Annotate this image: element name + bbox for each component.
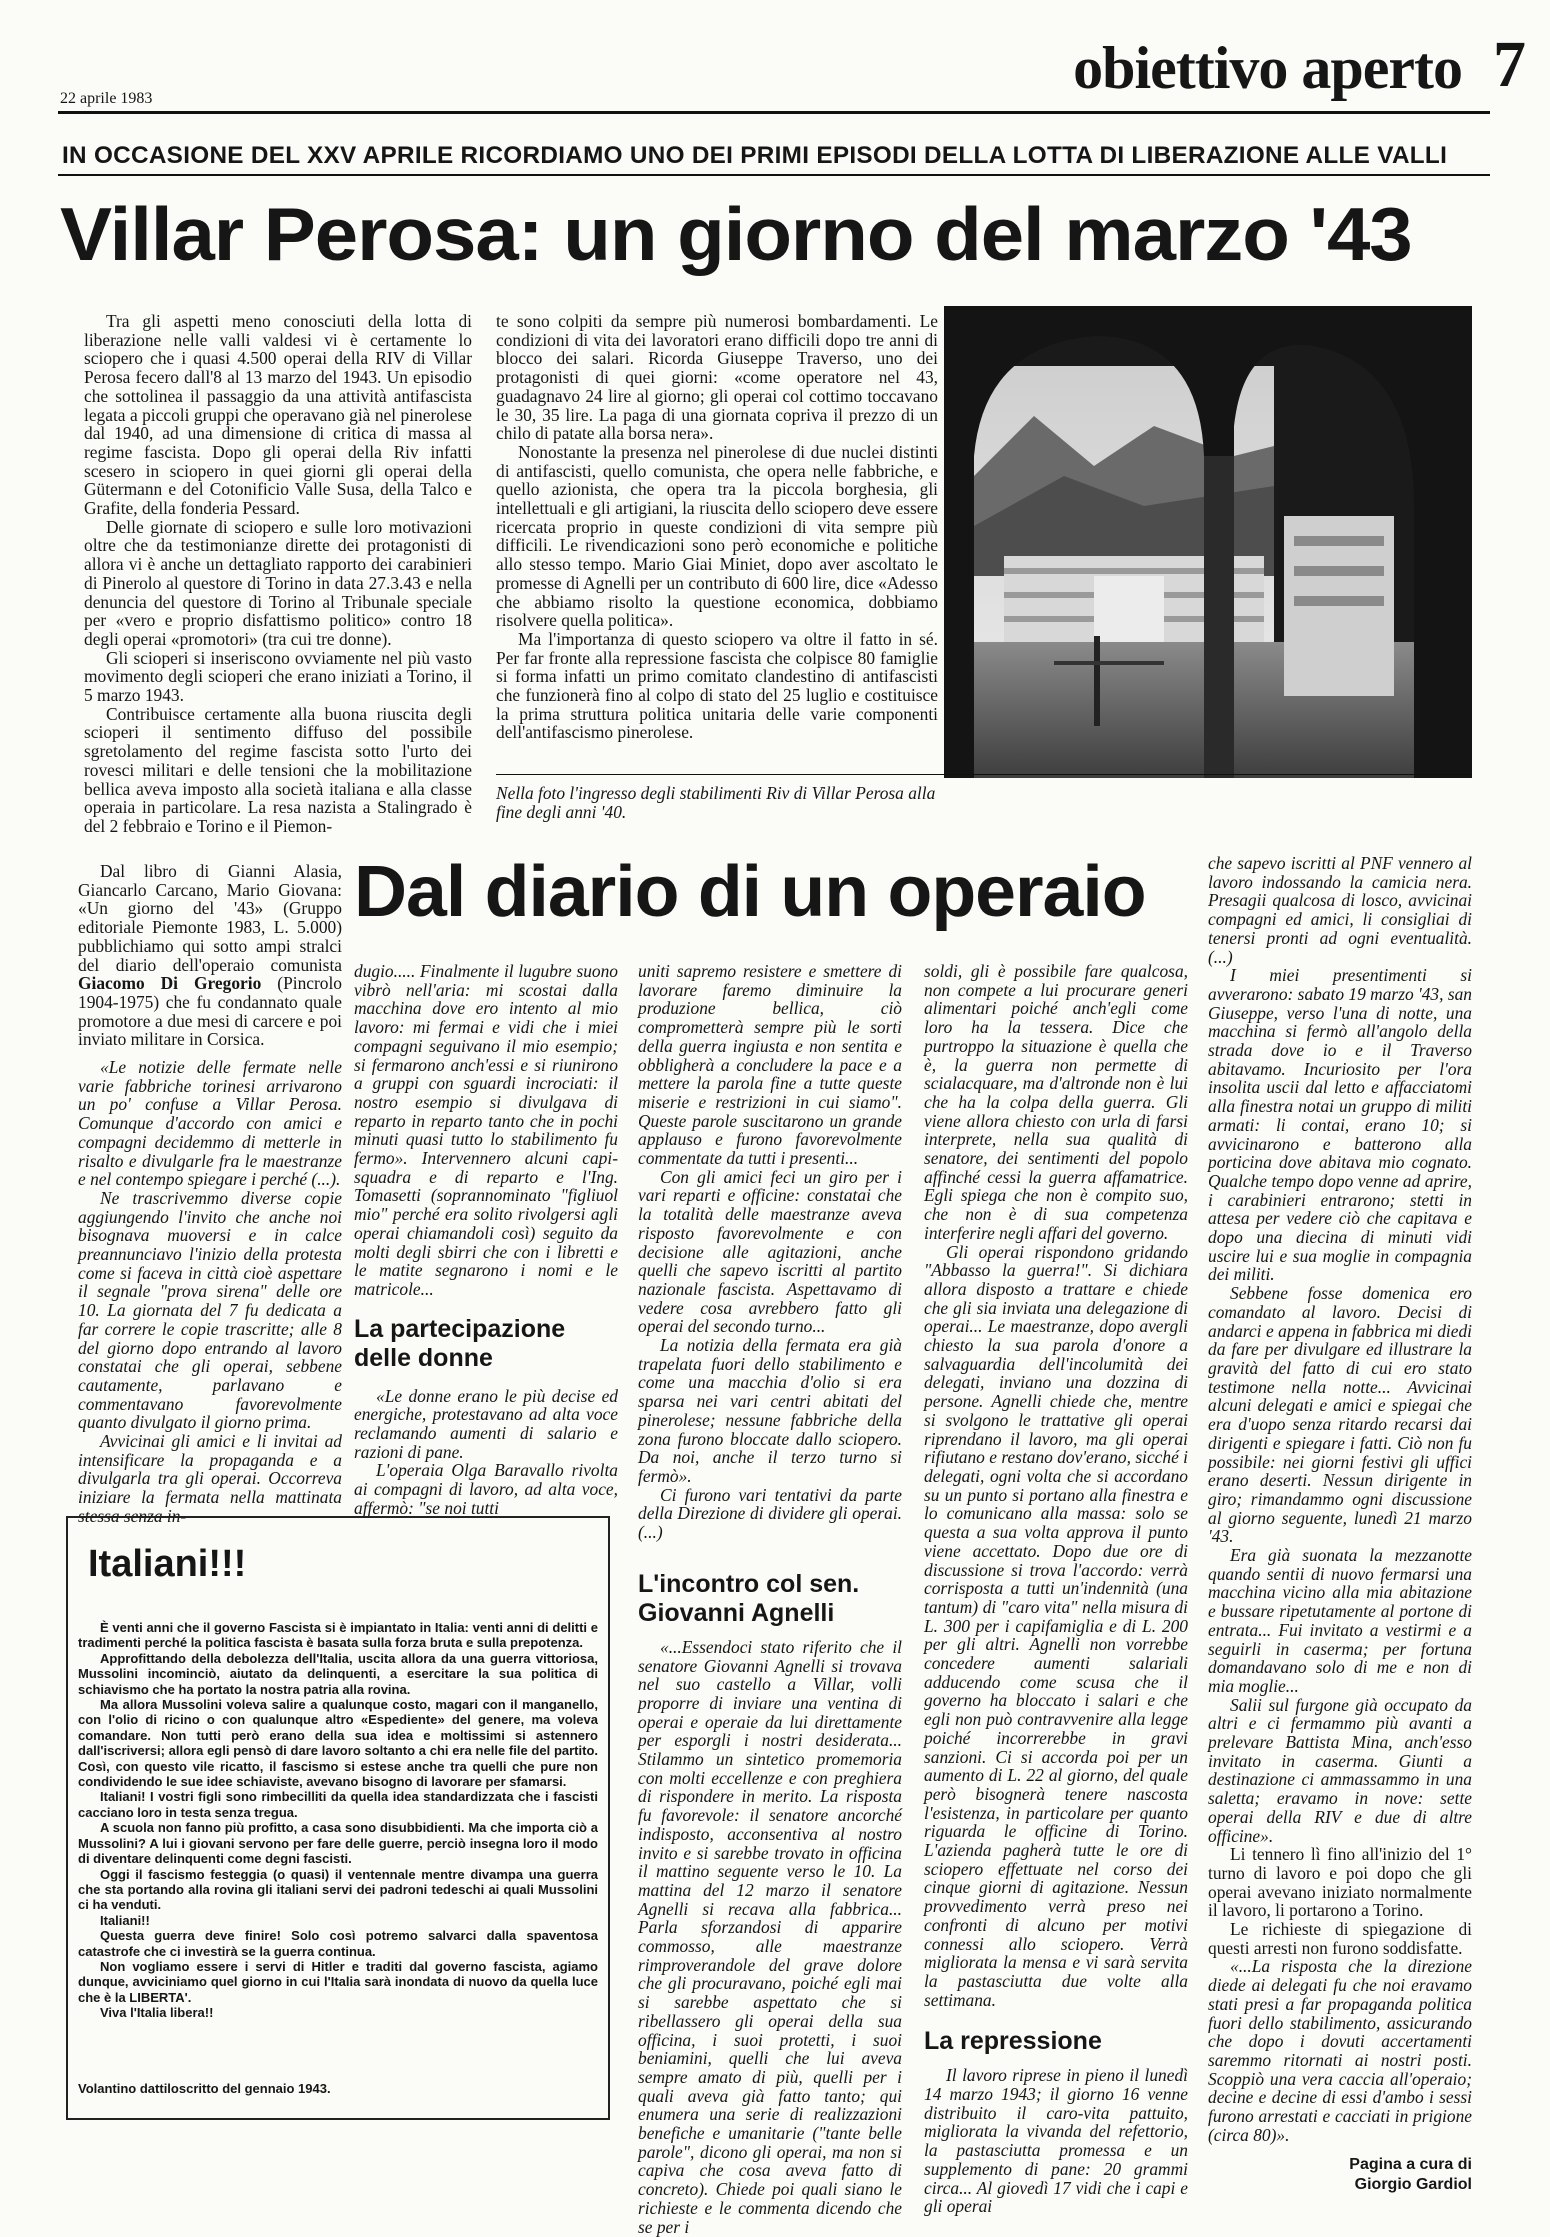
- diary-paragraph: Ci furono vari tentativi da parte della Direzione di dividere gli operai. (...): [638, 1484, 902, 1543]
- diary-col1: [78, 1058, 342, 1526]
- diary-paragraph: Gli operai rispondono gridando "Abbasso la guerra!". Si dichiara allora disposto a trattare e chiede che gli sia inviata una delegazione di operai... Le maestranze, dopo avergli chiesto la sua parola d'onore a salvaguardia dell'incolumità dei delegati, inviano una dozzina di persone. Agnelli chiede che, mentre si svolgono le trattative gli operai riprendano il lavoro, ma gli operai rifiutano e restano dov'erano, sicché i delegati, ogni volta che si accordano su un punto si portano alla finestra e lo comunicano alla massa: solo se questa a sua volta approva il punto viene accettato. Dopo due ore di discussione si trova l'accordo: verrà corrisposta a tutti un'indennità (una tantum) di "caro vita" nella misura di L. 300 per i capifamiglia e di L. 200 per gli altri. Agnelli non vorrebbe concedere aumenti salariali adducendo come scusa che il governo ha bloccato i salari e che egli non può contravvenire alla legge poiché incorrerebbe in gravi sanzioni. Ci si accorda poi per un aumento di L. 22 al giorno, del quale però bisognerà tenere nascosta l'esistenza, in particolare per quanto riguarda le officine di Torino. L'azienda pagherà tutte le ore di sciopero effettuate nel corso dei cinque giorni di agitazione. Nessun provvedimento verrà preso nei confronti di alcuno per motivi connessi allo sciopero. Verrà migliorata la mensa e vi sarà servita la pastasciutta due volte alla settimana.: [924, 1241, 1188, 2010]
- leaflet-paragraph: Questa guerra deve finire! Solo così potremo salvarci dalla spaventosa catastrofe che ci investirà se la guerra continua.: [78, 1928, 598, 1959]
- credit-label: Pagina a cura di: [1349, 2155, 1472, 2173]
- diary-paragraph: «...La risposta che la direzione diede ai delegati fu che noi eravamo stati presi a far propaganda politica fuori dello stabilimento, assicurando che dopo i dovuti accertamenti saremmo ritornati ai nostri posti. Scoppiò una vera caccia all'operaio; decine e decine di essi d'ambo i sessi furono arrestati e cacciati in prigione (circa 80)».: [1208, 1956, 1472, 2145]
- diary-paragraph: Era già suonata la mezzanotte quando sentii di nuovo fermarsi una macchina vicino alla mia abitazione e bussare ripetutamente al portone di entrata... Fui invitato a vestirmi e a seguirli in caserma; per fortuna domandavano solo di me e non di mia moglie...: [1208, 1545, 1472, 1696]
- diary-paragraph: Sebbene fosse domenica ero comandato al lavoro. Decisi di andarci e appena in fabbrica mi diedi da fare per divulgare ed illustrare la gravità del fatto di cui ero stato testimone nella notte... Avvicinai alcuni delegati e amici e spiegai che era d'uopo senza ritardo recarsi dai dirigenti e spiegare i fatti. Ciò non fu possibile: nei giorni festivi gli uffici erano deserti. Nessun dirigente in giro; rimandammo ogni discussione al giorno seguente, lunedì 21 marzo '43.: [1208, 1283, 1472, 1547]
- diary-paragraph: Ne trascrivemmo diverse copie aggiungendo l'invito che anche noi bisognava muoversi e in calce preannunciavo l'inizio della protesta come si faceva in città cioè aspettare il segnale "prova sirena" delle ore 10. La giornata del 7 fu dedicata a far correre le copie trascritte; alle 8 del giorno dopo entrando al lavoro constatai che gli operai, sebbene cautamente, parlavano e commentavano favorevolmente quanto divulgato il giorno prima.: [78, 1187, 342, 1433]
- diary-col5: [1208, 854, 1472, 2195]
- masthead-date: 22 aprile 1983: [60, 90, 153, 107]
- leaflet-paragraph: Ma allora Mussolini voleva salire a qualunque costo, magari con il manganello, con l'olio di ricino o con qualunque altro «Espediente» del genere, ma voleva comandare. Non tutti però erano della sua idea e moltissimi si astennero dall'iscriversi; allora egli pensò di dare lavoro soltanto a chi era nelle file del partito. Così, con questo vile ricatto, il fascismo si estese anche tra quelli che pure non condividendo le sue idee schiaviste, avevano bisogno di lavorare per sfamarsi.: [78, 1697, 598, 1790]
- diary-paragraph: La notizia della fermata era già trapelata fuori dello stabilimento e come una macchia d'olio si era sparsa nei vari centri abitati del pinerolese; nessune fabbriche della zona furono bloccate dallo sciopero. Da noi, anche il terzo turno si fermò».: [638, 1335, 902, 1486]
- leaflet-paragraph: Italiani! I vostri figli sono rimbecilliti da quella idea standardizzata che i fascisti cacciano loro in testa senza tregua.: [78, 1789, 598, 1820]
- leaflet-paragraph: Approfittando della debolezza dell'Italia, uscita allora da una guerra vittoriosa, Mussolini incominciò, aiutato da delinquenti, a esercitare la sua politica di schiavismo che ha portato la nostra patria alla rovina.: [78, 1650, 598, 1697]
- diary-paragraph: uniti sapremo resistere e smettere di lavorare faremo diminuire la produzione bellica, ciò comprometterà sempre più le sorti della guerra ingiusta e non sentita e obbligherà a concludere la pace e a mettere la parola fine a tutte queste miserie e restrizioni in cui siamo". Queste parole suscitarono un grande applauso e furono favorevolmente commentate da tutti i presenti...: [638, 961, 902, 1169]
- subheading-women: La partecipazione delle donne: [354, 1314, 566, 1372]
- diary-paragraph: Con gli amici feci un giro per i vari reparti e officine: constatai che la totalità delle maestranze aveva risposto favorevolmente e con decisione alle agitazioni, anche quelli che sapevo iscritti al partito nazionale fascista. Aspettavamo di vedere cosa avrebbero fatto gli operai del secondo turno...: [638, 1166, 902, 1337]
- diary-col4: [924, 962, 1188, 2216]
- leaflet-paragraph: Non vogliamo essere i servi di Hitler e traditi dal governo fascista, agiamo dunque, avviciniamo quel giorno in cui l'Italia sarà inondata di nuovo da quella luce che è la LIBERTA'.: [78, 1958, 598, 2005]
- leaflet-paragraph: Italiani!!: [100, 1912, 150, 1928]
- diary-paragraph: Li tennero lì fino all'inizio del 1° turno di lavoro e poi dopo che gli operai avevano iniziato normalmente il lavoro, li portarono a Torino.: [1208, 1844, 1472, 1921]
- article2-title: Dal diario di un operaio: [354, 852, 1146, 932]
- article1-paragraph: Delle giornate di sciopero e sulle loro motivazioni oltre che da testimonianze dirette dei protagonisti di allora vi è anche un dettagliato rapporto dei carabinieri di Pinerolo al questore di Torino in data 27.3.43 e nella denuncia del questore di Torino al Tribunale speciale per «vero e proprio disfattismo politico» contro 18 degli operai «promotori» (tra cui tre donne).: [84, 516, 472, 649]
- kicker: IN OCCASIONE DEL XXV APRILE RICORDIAMO UNO DEI PRIMI EPISODI DELLA LOTTA DI LIBERAZIONE ALLE VALLI: [62, 142, 1448, 169]
- diary-paragraph: soldi, gli è possibile fare qualcosa, non compete a lui procurare generi alimentari poiché anch'egli come loro ha la tessera. Dice che purtroppo la situazione è quella che è, la guerra non permette di scialacquare, ma d'altronde non è lui che ha la colpa della guerra. Gli viene allora chiesto con urla di farsi interprete, nella sua qualità di senatore, dei sentimenti del popolo affinché cessi la guerra affamatrice. Egli spiega che non è compito suo, che non è di sua competenza interferire negli affari del governo.: [924, 961, 1188, 1243]
- page-credit: [1208, 2155, 1472, 2195]
- caption-rule: [496, 774, 1472, 775]
- masthead-rule: [58, 111, 1490, 114]
- leaflet-paragraph: È venti anni che il governo Fascista si è impiantato in Italia: venti anni di delitti e tradimenti perché la politica fascista è basata sulla forza bruta e sulla prepotenza.: [78, 1620, 598, 1651]
- leaflet-title: Italiani!!!: [88, 1543, 247, 1585]
- factory-entrance-photo: [944, 306, 1472, 778]
- diary-paragraph: Salii sul furgone già occupato da altri e ci fermammo più avanti a prelevare Battista Mina, anch'esso invitato in caserma. Giunti a destinazione ci ammassammo in una saletta; eravamo in nove: sette operai della RIV e due di altre officine».: [1208, 1694, 1472, 1846]
- headline: Villar Perosa: un giorno del marzo '43: [60, 192, 1412, 276]
- credit-author: Giorgio Gardiol: [1354, 2175, 1472, 2193]
- leaflet-paragraph: A scuola non fanno più profitto, a casa sono disubbidienti. Ma che importa ciò a Mussolini? A lui i giovani servono per fare delle guerre, perciò insegna loro il modo di diventare delinquenti come degni fascisti.: [78, 1820, 598, 1867]
- intro-text-end: (Pincrolo 1904-1975) che fu condannato quale promotore a due mesi di carcere e poi inviato militare in Corsica.: [78, 973, 342, 1050]
- diary-paragraph: L'operaia Olga Baravallo rivolta ai compagni di lavoro, ad alta voce, affermò: "se noi tutti: [354, 1460, 618, 1518]
- leaflet-text: [78, 1620, 598, 2021]
- diary-paragraph: Le richieste di spiegazione di questi arresti non furono soddisfatte.: [1208, 1919, 1472, 1958]
- article1-paragraph: Nonostante la presenza nel pinerolese di due nuclei distinti di antifascisti, quello comunista, che opera nelle fabbriche, e quello azionista, che opera tra la piccola borghesia, gli intellettuali e gli artigiani, la riuscita dello sciopero deve essere ricercata proprio in queste condizioni di vita sempre più difficili. Le rivendicazioni sono però economiche e politiche allo stesso tempo. Mario Giai Miniet, dopo aver ascoltato le promesse di Agnelli per un contributo di 600 lire, dice «Adesso che abbiamo risolto la questione economica, dobbiamo risolvere quella politica».: [496, 441, 938, 631]
- leaflet-paragraph: Viva l'Italia libera!!: [100, 2005, 214, 2021]
- diary-paragraph: «Le donne erano le più decise ed energiche, protestavano ad alta voce reclamando aumenti di salario e razioni di pane.: [354, 1385, 618, 1462]
- section-name: obiettivo aperto: [1073, 35, 1462, 101]
- section-title: [1073, 36, 1462, 100]
- diary-paragraph: che sapevo iscritti al PNF vennero al lavoro indossando la camicia nera. Presagii qualcosa di losco, avvicinai compagni ed amici, li consigliai di tenersi pronti ad ogni eventualità. (...): [1208, 853, 1472, 967]
- diary-paragraph: dugio..... Finalmente il lugubre suono vibrò nell'aria: mi scostai dalla macchina dove ero intento al mio lavoro: mi fermai e vidi che i miei compagni seguivano il mio esempio; si fermarono anch'essi e si riunirono a gruppi con sguardi incrociati: il nostro esempio si divulgava di reparto in reparto tanto che in pochi minuti quasi tutto lo stabilimento fu fermo». Intervennero alcuni capi-squadra e di reparto e l'Ing. Tomasetti (soprannominato "figliuol mio" perché era solito rivolgersi agli operai chiamandoli così) seguito da molti degli sbirri che con i libretti e le matite segnarono i nomi e le matricole...: [354, 961, 618, 1299]
- article1-col2: [496, 312, 938, 742]
- article1-paragraph: Gli scioperi si inseriscono ovviamente nel più vasto movimento degli scioperi che erano iniziati a Torino, il 5 marzo 1943.: [84, 647, 472, 706]
- subheading-repression: La repressione: [924, 2027, 1102, 2056]
- photo-caption: Nella foto l'ingresso degli stabilimenti Riv di Villar Perosa alla fine degli anni '40.: [496, 783, 936, 822]
- article1-paragraph: te sono colpiti da sempre più numerosi bombardamenti. Le condizioni di vita dei lavoratori erano difficili dopo tre anni di blocco dei salari. Ricorda Giuseppe Traverso, uno dei protagonisti di quei giorni: «come operatore nel 43, guadagnavo 24 lire al giorno; gli operai col cottimo toccavano le 30, 35 lire. La paga di una giornata copriva il prezzo di un chilo di patate alla borsa nera».: [496, 311, 938, 444]
- article2-intro: [78, 862, 342, 1049]
- diary-paragraph: Il lavoro riprese in pieno il lunedì 14 marzo 1943; il giorno 16 venne distribuito il caro-vita pattuito, migliorata la vivanda del refettorio, la pastasciutta promessa e un supplemento di pane: 20 grammi circa... Al giovedì 17 vidi che i capi e gli operai: [924, 2065, 1188, 2217]
- arcade-illustration: [944, 306, 1472, 778]
- diary-col2: [354, 962, 618, 1518]
- subheading-agnelli: L'incontro col sen. Giovanni Agnelli: [638, 1569, 860, 1627]
- article1-paragraph: Contribuisce certamente alla buona riuscita degli scioperi il sentimento diffuso del possibile sgretolamento del regime fascista sotto l'urto dei rovesci militari e delle tensioni che la mobilitazione bellica aveva imposto alla società italiana e alla classe operaia in particolare. La resa nazista a Stalingrado è del 2 febbraio e Torino e il Piemon-: [84, 703, 472, 836]
- intro-text: Dal libro di Gianni Alasia, Giancarlo Carcano, Mario Giovana: «Un giorno del '43» (Gruppo editoriale Piemonte 1983, L. 5.000) pubblichiamo qui sotto ampi stralci del diario dell'operaio comunista: [78, 861, 342, 975]
- article1-paragraph: Ma l'importanza di questo sciopero va oltre il fatto in sé. Per far fronte alla repressione fascista che colpisce 80 famiglie si forma infatti un primo comitato clandestino di antifascisti che funzionerà fino al colpo di stato del 25 luglio e costituisce la prima struttura politica unitaria delle varie componenti dell'antifascismo pinerolese.: [496, 628, 938, 743]
- diarist-name: Giacomo Di Gregorio: [78, 973, 262, 994]
- diary-paragraph: Avvicinai gli amici e li invitai ad intensificare la propaganda e a divulgarla tra gli operai. Occorreva iniziare la fermata nella mattinata stessa senza in-: [78, 1431, 342, 1526]
- article1-col1: [84, 312, 472, 836]
- diary-paragraph: «Le notizie delle fermate nelle varie fabbriche torinesi arrivarono un po' confuse a Villar Perosa. Comunque d'accordo con amici e compagni decidemmo di metterle in risalto e divulgarle fra le maestranze e nel contempo spiegare i perché (...).: [78, 1057, 342, 1190]
- kicker-rule: [58, 174, 1490, 176]
- leaflet-footer: Volantino dattiloscritto del gennaio 1943.: [78, 2081, 331, 2096]
- diary-col3: [638, 962, 902, 2236]
- diary-paragraph: «...Essendoci stato riferito che il senatore Giovanni Agnelli si trovava nel suo castello a Villar, volli proporre di inviare una ventina di operai e operaie da lui direttamente per esporgli i nostri desiderata... Stilammo un sintetico promemoria con molti eccellenze e con preghiera di rispondere in merito. La risposta fu favorevole: il senatore ancorché indisposto, acconsentiva al nostro invito e si sarebbe trovato in officina il mattino seguente verso le 10. La mattina del 12 marzo il senatore Agnelli si recava alla fabbrica... Parla sforzandosi di apparire commosso, alle maestranze rimproverandole del grave dolore che gli procuravano, poiché egli mai si sarebbe aspettato che si ribellassero gli operai della sua officina, i suoi protetti, i suoi beniamini, quelli che lui aveva sempre amato di più, quelli per i quali aveva già fatto tanto; qui enumera una serie di realizzazioni benefiche e umanitarie ("tante belle parole", dicono gli operai, ma non si capiva che cosa aveva fatto di concreto). Chiede poi quali siano le richieste e le commenta dicendo che se per i: [638, 1636, 902, 2237]
- article1-paragraph: Tra gli aspetti meno conosciuti della lotta di liberazione nelle valli valdesi vi è certamente lo sciopero che i quasi 4.500 operai della RIV di Villar Perosa fecero dall'8 al 13 marzo del 1943. Un episodio che sottolinea il passaggio da una attività antifascista legata a piccoli gruppi che operavano già nel pinerolese dal 1940, ad una dimensione di critica di massa al regime fascista. Dopo gli operai della Riv infatti scesero in sciopero in quei giorni gli operai della Gütermann e del Cotonificio Valle Susa, della Talco e Grafite, della fonderia Pessard.: [84, 311, 472, 519]
- leaflet-paragraph: Oggi il fascismo festeggia (o quasi) il ventennale mentre divampa una guerra che sta portando alla rovina gli italiani servi dei padroni tedeschi ai quali Mussolini ci ha venduti.: [78, 1866, 598, 1913]
- leaflet-box: [66, 1516, 610, 2120]
- diary-paragraph: I miei presentimenti si avverarono: sabato 19 marzo '43, san Giuseppe, verso l'una di notte, una macchina si fermò all'angolo della strada dove io e il Traverso abitavamo. Incuriosito per l'ora insolita uscii dal letto e affacciatomi alla finestra notai un gruppo di militi armati: li contai, erano 10; si avvicinarono e batterono alla porticina dove abitava mio cognato. Qualche tempo dopo venne ad aprire, i carabinieri entrarono; stetti in attesa per vedere ciò che capitava e dopo una diecina di minuti vidi uscire lui e sua moglie in compagnia dei militi.: [1208, 965, 1472, 1285]
- page-number: 7: [1493, 28, 1526, 101]
